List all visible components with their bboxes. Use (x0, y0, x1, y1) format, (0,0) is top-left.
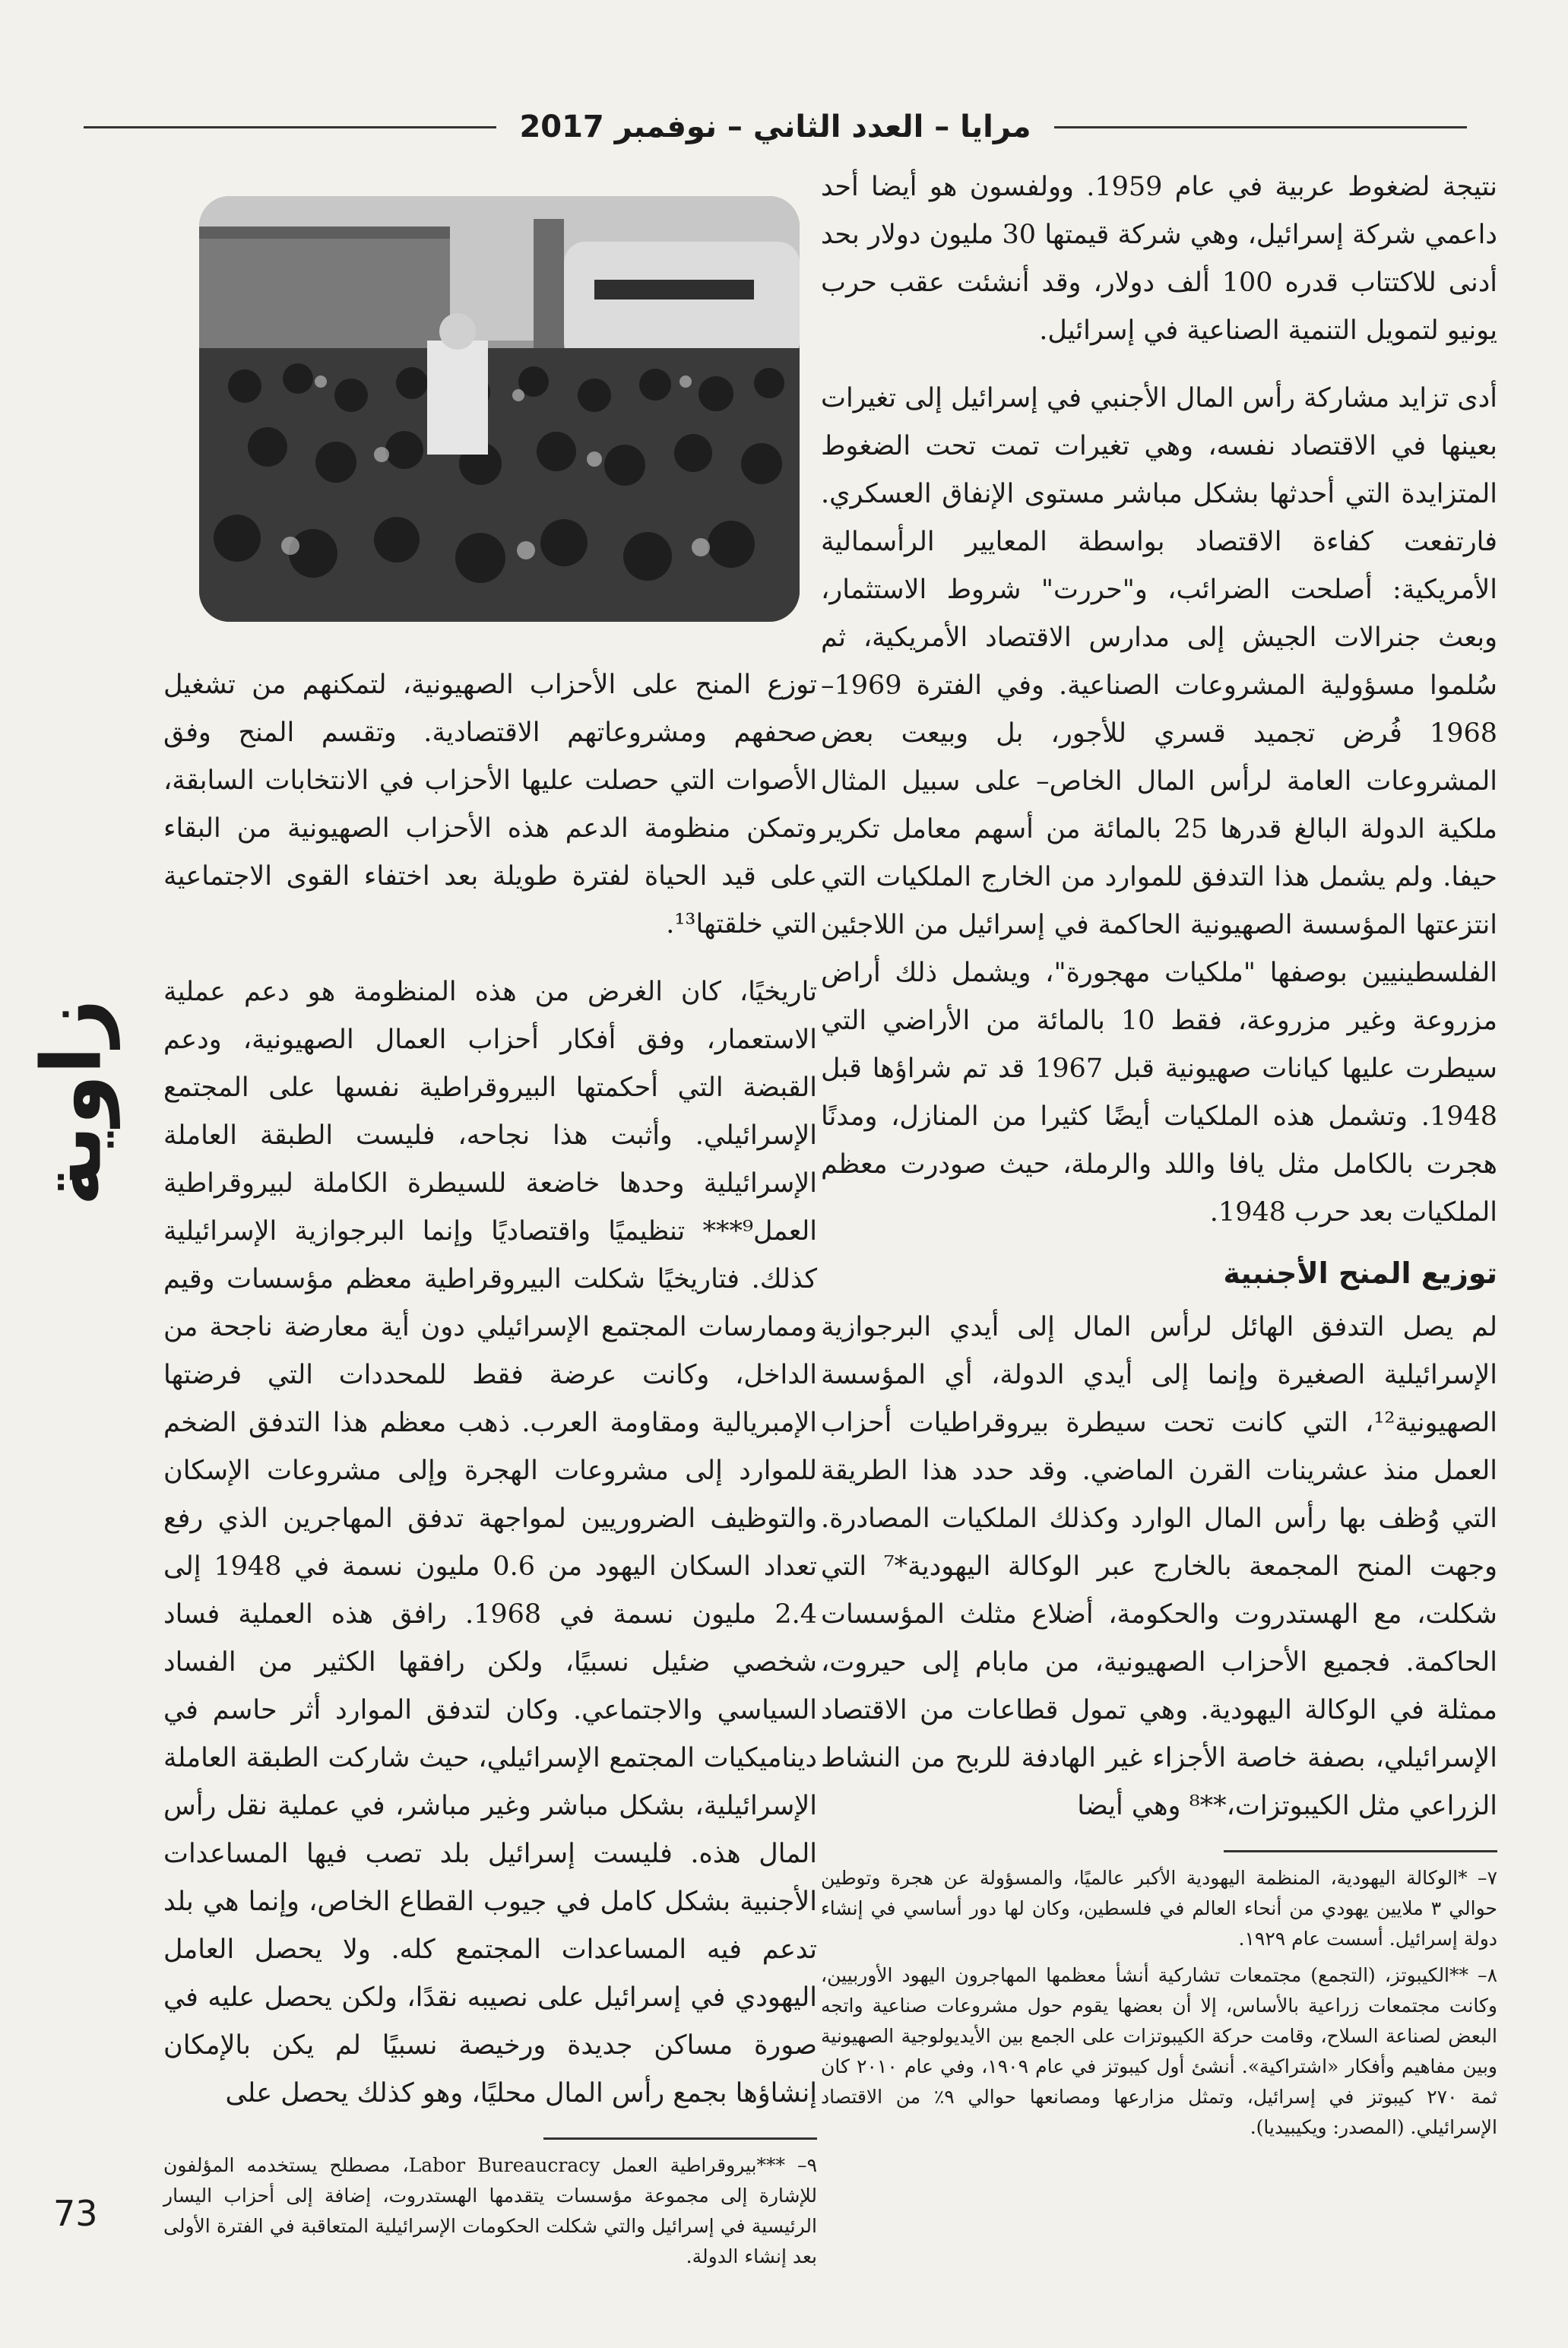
header-title: مرايا – العدد الثاني – نوفمبر 2017 (519, 109, 1031, 144)
right-paragraph-2: أدى تزايد مشاركة رأس المال الأجنبي في إسرائيل إلى تغيرات بعينها في الاقتصاد نفسه، وهي تغيرات تمت تحت الضغوط المتزايدة التي أحدثها بشكل مباشر مستوى الإنفاق العسكري. فارتفعت كفاءة الاقتصاد بواسطة المعايير الرأسمالية الأمريكية: أصلحت الضرائب، و"حررت" شروط الاستثمار، وبعث جنرالات الجيش إلى مدارس الاقتصاد الأمريكية، ثم سُلموا مسؤولية المشروعات الصناعية. وفي الفترة 1969–1968 فُرض تجميد قسري للأجور، بل وبيعت بعض المشروعات العامة لرأس المال الخاص– على سبيل المثال ملكية الدولة البالغ قدرها 25 بالمائة من أسهم معامل تكرير حيفا. ولم يشمل هذا التدفق للموارد من الخارج الملكيات التي انتزعتها المؤسسة الصهيونية الحاكمة في إسرائيل من اللاجئين الفلسطينيين بوصفها "ملكيات مهجورة"، ويشمل ذلك أراض مزروعة وغير مزروعة، فقط 10 بالمائة من الأراضي التي سيطرت عليها كيانات صهيونية قبل 1967 قد تم شراؤها قبل 1948. وتشمل هذه الملكيات أيضًا كثيرا من المنازل، ومدنًا هجرت بالكامل مثل يافا واللد والرملة، حيث صودرت معظم الملكيات بعد حرب 1948. (821, 383, 1498, 1228)
left-paragraph-1: توزع المنح على الأحزاب الصهيونية، لتمكنهم من تشغيل صحفهم ومشروعاتهم الاقتصادية. وتقسم المنح وفق الأصوات التي حصلت عليها الأحزاب في الانتخابات السابقة، وتمكن منظومة الدعم هذه الأحزاب الصهيونية من البقاء على قيد الحياة لفترة طويلة بعد اختفاء القوى الاجتماعية التي خلقتها¹³. (163, 670, 817, 940)
archival-photo (199, 196, 800, 622)
right-paragraph-3: لم يصل التدفق الهائل لرأس المال إلى أيدي البرجوازية الإسرائيلية الصغيرة وإنما إلى أيدي الدولة، أي المؤسسة الصهيونية¹²، التي كانت تحت سيطرة بيروقراطيات أحزاب العمل منذ عشرينات القرن الماضي. وقد حدد هذا الطريقة التي وُظف بها رأس المال الوارد وكذلك الملكيات المصادرة. وجهت المنح المجمعة بالخارج عبر الوكالة اليهودية*⁷ التي شكلت، مع الهستدروت والحكومة، أضلاع مثلث المؤسسات الحاكمة. فجميع الأحزاب الصهيونية، من مابام إلى حيروت، ممثلة في الوكالة اليهودية. وهي تمول قطاعات من الاقتصاد الإسرائيلي، بصفة خاصة الأجزاء غير الهادفة للربح من النشاط الزراعي مثل الكيبوتزات،**⁸ وهي أيضا (821, 1312, 1497, 1821)
footnote-8: ٨– **الكيبوتز، (التجمع) مجتمعات تشاركية أنشأ معظمها المهاجرون اليهود الأوربيين، وكانت مجتمعات زراعية بالأساس، إلا أن بعضها يقوم حول مشروعات صناعية واتجه البعض لصناعة السلاح، وقامت حركة الكيبوتزات على الجمع بين الأيديولوجية الصهيونية وبين مفاهيم وأفكار «اشتراكية». أنشئ أول كيبوتز في عام ١٩٠٩، وفي عام ٢٠١٠ كان ثمة ٢٧٠ كيبوتز في إسرائيل، وتمثل مزارعها ومصانعها حوالي ٩٪ من الاقتصاد الإسرائيلي. (المصدر: ويكيبيديا). (821, 1964, 1497, 2138)
header-rule-right (1054, 126, 1467, 128)
running-header (84, 100, 1467, 154)
right-column (821, 163, 1497, 2149)
section-side-title (15, 988, 129, 1216)
footnote-9: ٩– ***بيروقراطية العمل Labor Bureaucracy، مصطلح يستخدمه المؤلفون للإشارة إلى مجموعة مؤسسات يتقدمها الهستدروت، إضافة إلى أحزاب اليسار الرئيسية في إسرائيل والتي شكلت الحكومات الإسرائيلية المتعاقبة في الفترة الأولى بعد إنشاء الدولة. (163, 2154, 817, 2267)
left-paragraph-2: تاريخيًا، كان الغرض من هذه المنظومة هو دعم عملية الاستعمار، وفق أفكار أحزاب العمال الصهيونية، ودعم القبضة التي أحكمتها البيروقراطية نفسها على المجتمع الإسرائيلي. وأثبت هذا نجاحه، فليست الطبقة العاملة الإسرائيلية وحدها خاضعة للسيطرة الكاملة لبيروقراطية العمل⁹*** تنظيميًا واقتصاديًا وإنما البرجوازية الإسرائيلية كذلك. فتاريخيًا شكلت البيروقراطية معظم مؤسسات وقيم وممارسات المجتمع الإسرائيلي دون أية معارضة ناجحة من الداخل، وكانت عرضة فقط للمحددات التي فرضتها الإمبريالية ومقاومة العرب. ذهب معظم هذا التدفق الضخم للموارد إلى مشروعات الهجرة وإلى مشروعات الإسكان والتوظيف الضروريين لمواجهة تدفق المهاجرين الذي رفع تعداد السكان اليهود من 0.6 مليون نسمة في 1948 إلى 2.4 مليون نسمة في 1968. رافق هذه العملية فساد شخصي ضئيل نسبيًا، ولكن رافقها الكثير من الفساد السياسي والاجتماعي. وكان لتدفق الموارد أثر حاسم في ديناميكيات المجتمع الإسرائيلي، حيث شاركت الطبقة العاملة الإسرائيلية، بشكل مباشر وغير مباشر، في عملية نقل رأس المال هذه. فليست إسرائيل بلد تصب فيها المساعدات الأجنبية بشكل كامل في جيوب القطاع الخاص، وإنما هي بلد تدعم فيه المساعدات المجتمع كله. ولا يحصل العامل اليهودي في إسرائيل على نصيبه نقدًا، ولكن يحصل عليه في صورة مساكن جديدة ورخيصة نسبيًا لم يكن بالإمكان إنشاؤها بجمع رأس المال محليًا، وهو كذلك يحصل على (163, 977, 817, 2109)
left-column (163, 661, 817, 2278)
section-subheading: توزيع المنح الأجنبية (1223, 1256, 1497, 1290)
right-paragraph-1: نتيجة لضغوط عربية في عام 1959. وولفسون هو أيضا أحد داعمي شركة إسرائيل، وهي شركة قيمتها 30 مليون دولار بحد أدنى للاكتتاب قدره 100 ألف دولار، وقد أنشئت عقب حرب يونيو لتمويل التنمية الصناعية في إسرائيل. (821, 172, 1498, 346)
header-rule-left (84, 126, 496, 128)
crowd-photo-illustration (199, 196, 800, 622)
footnote-divider-left (543, 2137, 817, 2140)
footnote-7: ٧– *الوكالة اليهودية، المنظمة اليهودية الأكبر عالميًا، والمسؤولة عن هجرة وتوطين حوالي ٣ ملايين يهودي من أنحاء العالم في فلسطين، وكان لها دور أساسي في إنشاء دولة إسرائيل. أسست عام ١٩٢٩. (821, 1867, 1498, 1950)
side-title-text: زاوية (24, 998, 120, 1206)
page-number: 73 (53, 2193, 98, 2234)
footnote-divider (1224, 1850, 1497, 1852)
